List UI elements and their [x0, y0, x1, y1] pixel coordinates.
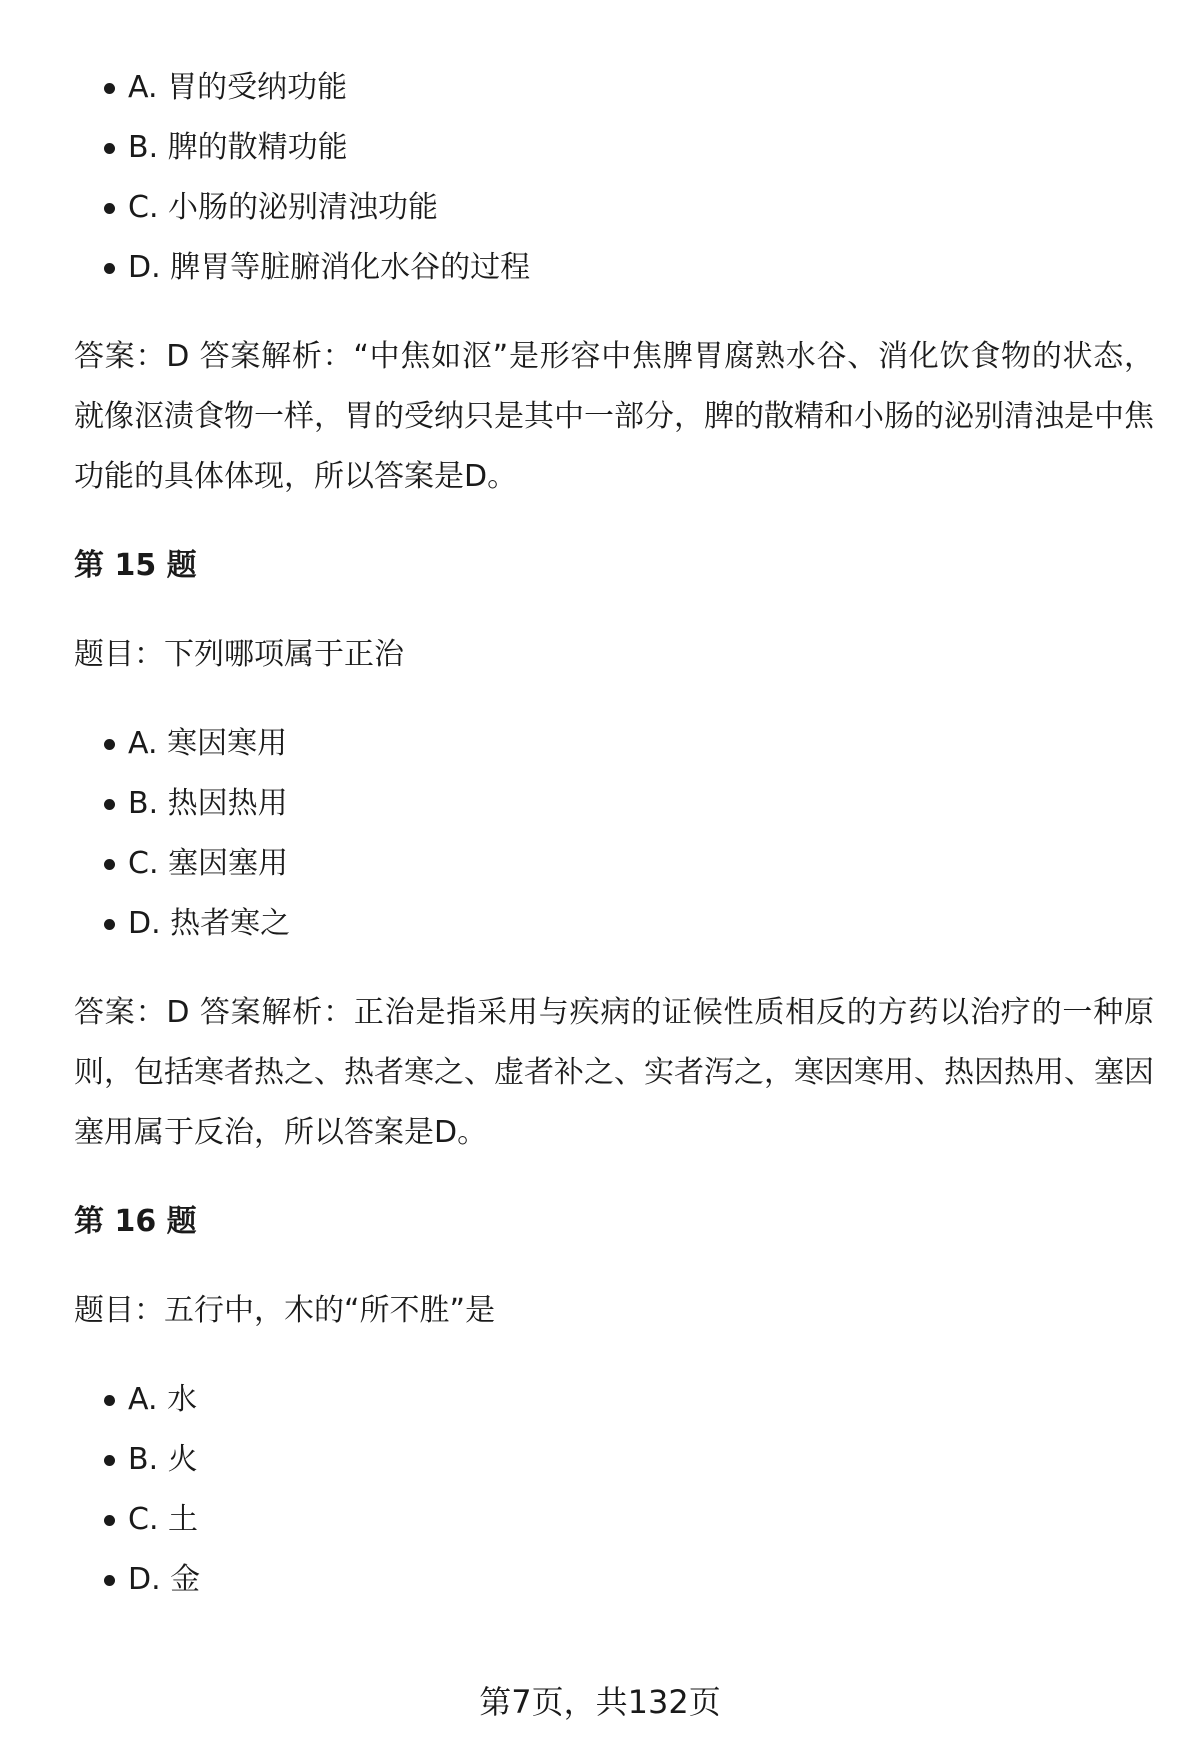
option-text: B. 脾的散精功能 [128, 130, 348, 165]
option-text: A. 寒因寒用 [128, 726, 288, 761]
q16-heading: 第 16 题 [74, 1204, 197, 1239]
q16-options-block [74, 1370, 1154, 1610]
q14-option-c [74, 178, 1154, 238]
option-text: D. 金 [128, 1562, 201, 1597]
q15-option-b [74, 774, 1154, 834]
option-text: B. 热因热用 [128, 786, 288, 821]
bullet-icon [104, 739, 115, 750]
bullet-icon [104, 143, 115, 154]
q15-heading: 第 15 题 [74, 548, 197, 583]
bullet-icon [104, 859, 115, 870]
q14-option-a [74, 58, 1154, 118]
option-text: D. 脾胃等脏腑消化水谷的过程 [128, 250, 531, 285]
q14-options-list [74, 58, 1154, 298]
option-text: C. 小肠的泌别清浊功能 [128, 190, 439, 225]
q15-options-list [74, 714, 1154, 954]
bullet-icon [104, 1575, 115, 1586]
bullet-icon [104, 919, 115, 930]
bullet-icon [104, 83, 115, 94]
option-text: A. 水 [128, 1382, 198, 1417]
q15-options-block [74, 714, 1154, 954]
q16-option-b [74, 1430, 1154, 1490]
page-number-footer: 第7页，共132页 [479, 1683, 721, 1721]
q15-option-c [74, 834, 1154, 894]
option-text: A. 胃的受纳功能 [128, 70, 348, 105]
bullet-icon [104, 1455, 115, 1466]
q16-heading-block [74, 1192, 1154, 1252]
option-text: C. 塞因塞用 [128, 846, 289, 881]
q15-answer-block [74, 983, 1154, 1163]
option-text: B. 火 [128, 1442, 198, 1477]
q14-option-d [74, 238, 1154, 298]
q16-option-d [74, 1550, 1154, 1610]
bullet-icon [104, 799, 115, 810]
option-text: D. 热者寒之 [128, 906, 291, 941]
q15-heading-block [74, 536, 1154, 596]
q16-options-list [74, 1370, 1154, 1610]
q15-answer-text: 答案：D 答案解析：正治是指采用与疾病的证候性质相反的方药以治疗的一种原则，包括寒者热之、热者寒之、虚者补之、实者泻之，寒因寒用、热因热用、塞因塞用属于反治，所以答案是D。 [74, 995, 1154, 1150]
q16-question-text: 题目：五行中，木的“所不胜”是 [74, 1293, 496, 1328]
bullet-icon [104, 203, 115, 214]
q16-option-c [74, 1490, 1154, 1550]
q16-option-a [74, 1370, 1154, 1430]
bullet-icon [104, 1395, 115, 1406]
q14-option-b [74, 118, 1154, 178]
bullet-icon [104, 263, 115, 274]
q15-option-d [74, 894, 1154, 954]
q15-option-a [74, 714, 1154, 774]
q14-options-block [74, 58, 1154, 298]
q16-question-block [74, 1281, 1154, 1341]
q15-question-block [74, 625, 1154, 685]
q14-answer-block [74, 327, 1154, 507]
option-text: C. 土 [128, 1502, 199, 1537]
bullet-icon [104, 1515, 115, 1526]
q15-question-text: 题目：下列哪项属于正治 [74, 637, 404, 672]
q14-answer-text: 答案：D 答案解析：“中焦如沤”是形容中焦脾胃腐熟水谷、消化饮食物的状态，就像沤渍食物一样，胃的受纳只是其中一部分，脾的散精和小肠的泌别清浊是中焦功能的具体体现，所以答案是D。 [74, 339, 1154, 494]
